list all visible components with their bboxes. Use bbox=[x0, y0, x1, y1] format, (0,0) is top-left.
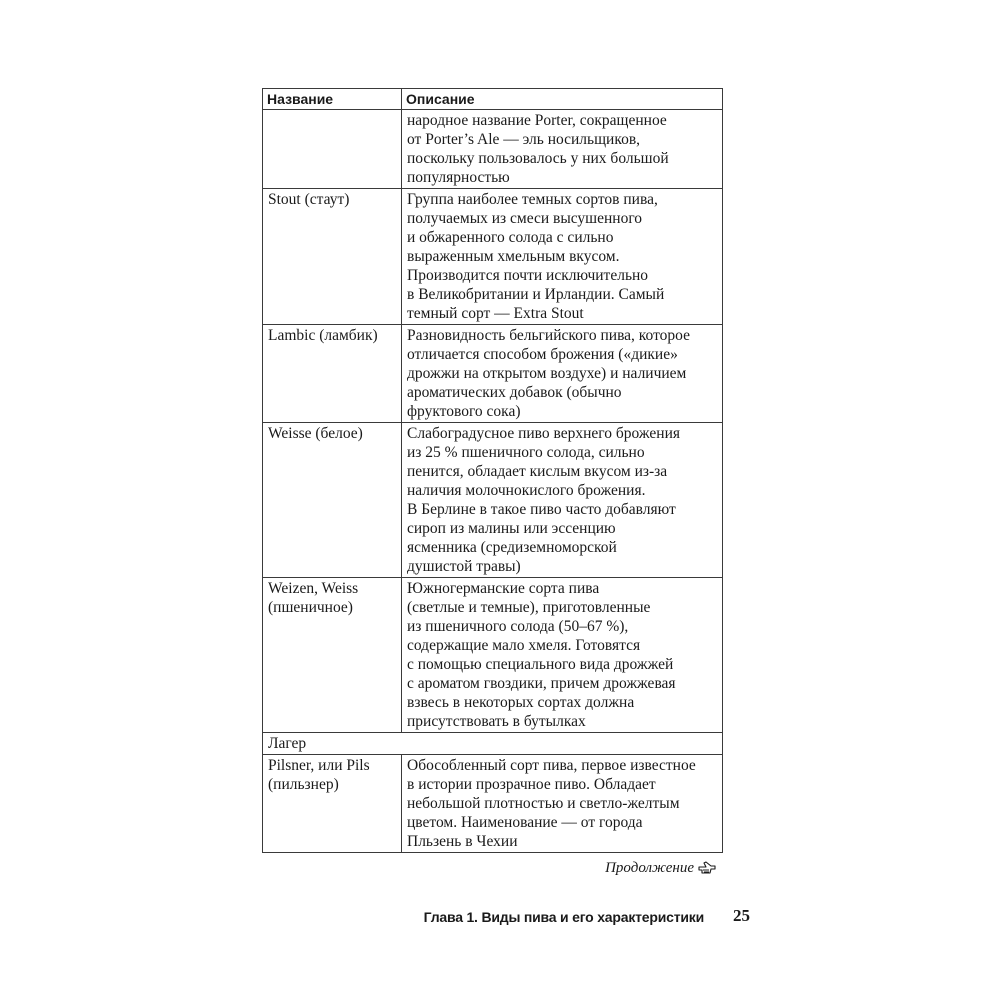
description-line: темный сорт — Extra Stout bbox=[407, 305, 584, 322]
beer-name-line: Weizen, Weiss bbox=[268, 580, 359, 597]
header-description: Описание bbox=[402, 89, 723, 110]
description-line: Слабоградусное пиво верхнего брожения bbox=[407, 425, 680, 442]
table-header-row bbox=[263, 89, 723, 110]
description-line: душистой травы) bbox=[407, 558, 521, 575]
description-line: народное название Porter, сокращенное bbox=[407, 112, 667, 129]
beer-types-table bbox=[262, 88, 723, 853]
beer-name-line: Lambic (ламбик) bbox=[268, 327, 378, 344]
beer-name-line: Weisse (белое) bbox=[268, 425, 363, 442]
description-line: сироп из малины или эссенцию bbox=[407, 520, 616, 537]
description-line: от Porter’s Ale — эль носильщиков, bbox=[407, 131, 641, 148]
beer-name-cell bbox=[263, 578, 402, 733]
description-line: взвесь в некоторых сортах должна bbox=[407, 694, 635, 711]
beer-name-cell bbox=[263, 423, 402, 578]
beer-description-cell bbox=[402, 325, 723, 423]
description-line: присутствовать в бутылках bbox=[407, 713, 586, 730]
page-number: 25 bbox=[733, 906, 750, 925]
description-line: Обособленный сорт пива, первое известное bbox=[407, 757, 696, 774]
description-line: поскольку пользовалось у них большой bbox=[407, 150, 669, 167]
description-line: Группа наиболее темных сортов пива, bbox=[407, 191, 658, 208]
description-line: отличается способом брожения («дикие» bbox=[407, 346, 678, 363]
description-line: наличия молочнокислого брожения. bbox=[407, 482, 646, 499]
beer-name-cell bbox=[263, 110, 402, 189]
description-line: Разновидность бельгийского пива, которое bbox=[407, 327, 690, 344]
description-line: (светлые и темные), приготовленные bbox=[407, 599, 651, 616]
beer-name-cell bbox=[263, 189, 402, 325]
description-line: в истории прозрачное пиво. Обладает bbox=[407, 776, 656, 793]
description-line: содержащие мало хмеля. Готовятся bbox=[407, 637, 641, 654]
description-line: ароматических добавок (обычно bbox=[407, 384, 622, 401]
description-line: и обжаренного солода с сильно bbox=[407, 229, 614, 246]
description-line: Производится почти исключительно bbox=[407, 267, 649, 284]
table-row bbox=[263, 423, 723, 578]
description-line: с помощью специального вида дрожжей bbox=[407, 656, 674, 673]
continued-label: Продолжение bbox=[605, 860, 694, 876]
header-name: Название bbox=[263, 89, 402, 110]
description-line: цветом. Наименование — от города bbox=[407, 814, 643, 831]
description-line: ясменника (средиземноморской bbox=[407, 539, 617, 556]
hand-pointing-right-icon bbox=[698, 861, 716, 875]
beer-name-cell bbox=[263, 325, 402, 423]
beer-description-cell bbox=[402, 189, 723, 325]
table-row bbox=[263, 578, 723, 733]
beer-name-cell bbox=[263, 755, 402, 853]
beer-description-cell bbox=[402, 423, 723, 578]
description-line: получаемых из смеси высушенного bbox=[407, 210, 643, 227]
description-line: фруктового сока) bbox=[407, 403, 521, 420]
section-label: Лагер bbox=[263, 733, 723, 755]
beer-description-cell bbox=[402, 578, 723, 733]
continued-note bbox=[605, 858, 716, 878]
table-section-row bbox=[263, 733, 723, 755]
table-row bbox=[263, 325, 723, 423]
table-row bbox=[263, 189, 723, 325]
description-line: выраженным хмельным вкусом. bbox=[407, 248, 620, 265]
description-line: В Берлине в такое пиво часто добавляют bbox=[407, 501, 676, 518]
description-line: Южногерманские сорта пива bbox=[407, 580, 600, 597]
table-row bbox=[263, 110, 723, 189]
beer-description-cell bbox=[402, 110, 723, 189]
beer-name-line: (пшеничное) bbox=[268, 599, 353, 616]
description-line: с ароматом гвоздики, причем дрожжевая bbox=[407, 675, 676, 692]
beer-description-cell bbox=[402, 755, 723, 853]
description-line: дрожжи на открытом воздухе) и наличием bbox=[407, 365, 687, 382]
description-line: пенится, обладает кислым вкусом из-за bbox=[407, 463, 668, 480]
description-line: из пшеничного солода (50–67 %), bbox=[407, 618, 629, 635]
description-line: популярностью bbox=[407, 169, 510, 186]
table-row bbox=[263, 755, 723, 853]
description-line: в Великобритании и Ирландии. Самый bbox=[407, 286, 665, 303]
beer-name-line: Stout (стаут) bbox=[268, 191, 350, 208]
chapter-title: Глава 1. Виды пива и его характеристики bbox=[423, 909, 704, 925]
description-line: Пльзень в Чехии bbox=[407, 833, 518, 850]
description-line: небольшой плотностью и светло-желтым bbox=[407, 795, 680, 812]
beer-name-line: Pilsner, или Pils bbox=[268, 757, 370, 774]
beer-name-line: (пильзнер) bbox=[268, 776, 339, 793]
description-line: из 25 % пшеничного солода, сильно bbox=[407, 444, 645, 461]
